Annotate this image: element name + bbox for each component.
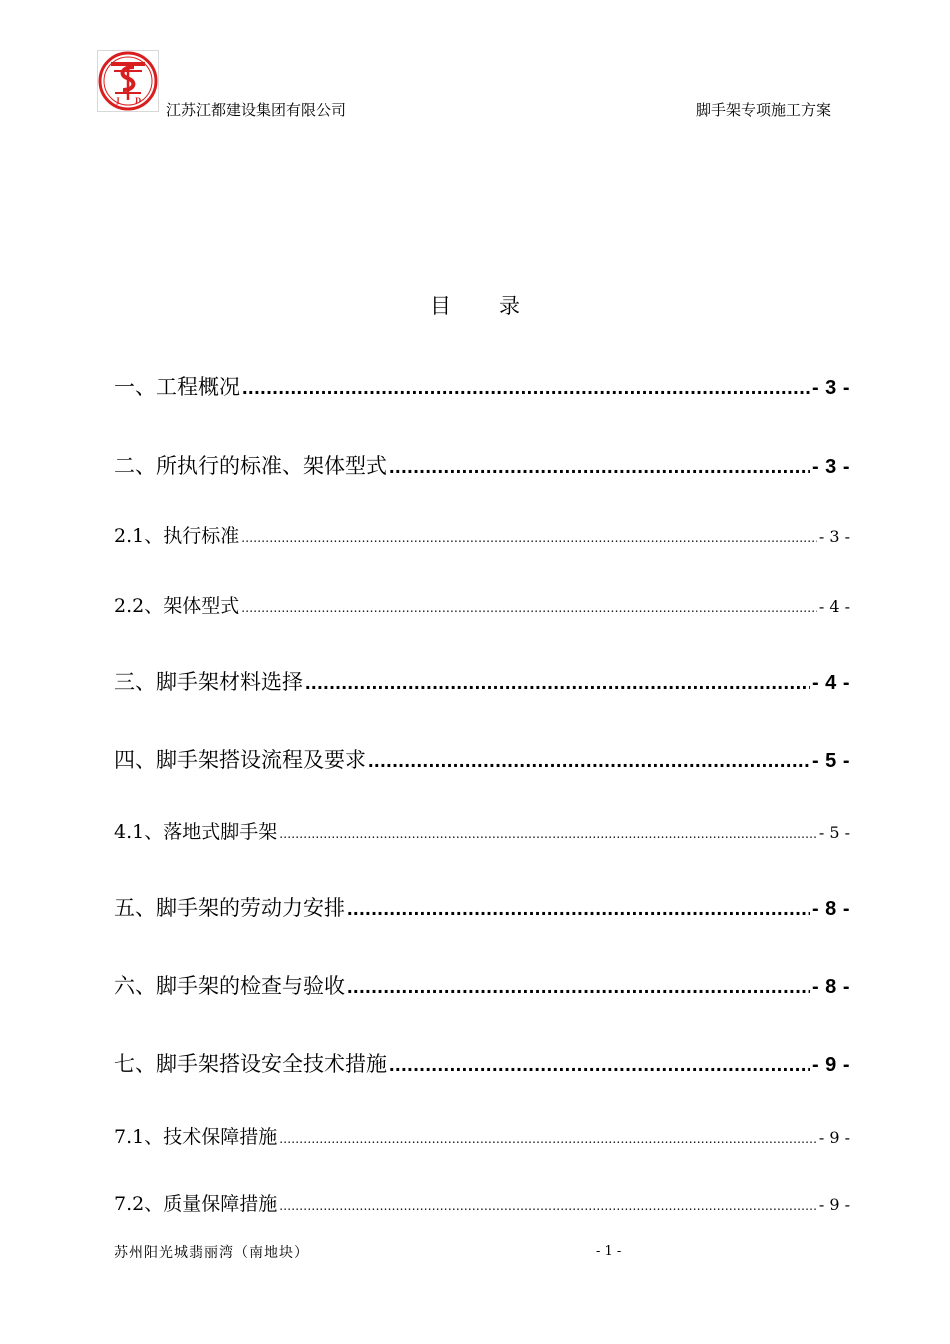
footer-project-name: 苏州阳光城翡丽湾（南地块） — [114, 1245, 309, 1261]
toc-entry-label: 七、脚手架搭设安全技术措施 — [114, 1052, 387, 1076]
toc-entry[interactable] — [114, 1122, 850, 1149]
dot-leader — [241, 531, 817, 545]
toc-title — [0, 290, 950, 320]
dot-leader — [242, 377, 810, 400]
toc-entry[interactable] — [114, 1048, 850, 1078]
toc-entry-label: 二、所执行的标准、架体型式 — [114, 454, 387, 478]
dot-leader — [305, 672, 810, 695]
dot-leader — [368, 750, 810, 773]
dot-leader — [347, 898, 810, 921]
toc-entry-label: 2.2、架体型式 — [114, 595, 240, 617]
toc-entry-label: 4.1、落地式脚手架 — [114, 821, 278, 843]
toc-entry[interactable] — [114, 892, 850, 922]
toc-entry[interactable] — [114, 970, 850, 1000]
toc-entry-page: - 8 - — [811, 976, 850, 998]
toc-entry-label: 2.1、执行标准 — [114, 525, 240, 547]
toc-entry-page: - 3 - — [811, 377, 850, 399]
toc-title-char: 录 — [499, 294, 520, 318]
toc-title-char: 目 — [430, 294, 451, 318]
toc-entry-page: - 9 - — [818, 1195, 850, 1214]
toc-entry-page: - 4 - — [818, 597, 850, 616]
header-company-name: 江苏江都建设集团有限公司 — [166, 101, 347, 119]
toc-entry[interactable] — [114, 744, 850, 774]
dot-leader — [347, 976, 810, 999]
toc-entry-label: 一、工程概况 — [114, 375, 240, 399]
header-document-title: 脚手架专项施工方案 — [695, 101, 831, 119]
dot-leader — [279, 827, 817, 841]
toc-entry-page: - 5 - — [811, 750, 850, 772]
toc-entry-page: - 9 - — [818, 1128, 850, 1147]
toc-entry[interactable] — [114, 591, 850, 618]
toc-entry[interactable] — [114, 1189, 850, 1216]
toc-entry-page: - 5 - — [818, 823, 850, 842]
dot-leader — [389, 456, 810, 479]
company-logo — [97, 50, 159, 112]
toc-entry-page: - 4 - — [811, 672, 850, 694]
dot-leader — [279, 1132, 817, 1146]
toc-entry-label: 三、脚手架材料选择 — [114, 670, 303, 694]
toc-entry-label: 六、脚手架的检查与验收 — [114, 974, 345, 998]
dot-leader — [389, 1054, 810, 1077]
logo-letter-d: D — [134, 96, 142, 105]
dot-leader — [241, 601, 817, 615]
toc-entry-label: 7.2、质量保障措施 — [114, 1193, 278, 1215]
toc-entry-label: 五、脚手架的劳动力安排 — [114, 896, 345, 920]
logo-letter-j: J — [116, 96, 120, 105]
toc-entry-page: - 3 - — [818, 527, 850, 546]
toc-entry-page: - 8 - — [811, 898, 850, 920]
toc-entry[interactable] — [114, 521, 850, 548]
toc-entry[interactable] — [114, 666, 850, 696]
toc-entry[interactable] — [114, 371, 850, 401]
toc-entry-label: 四、脚手架搭设流程及要求 — [114, 748, 366, 772]
toc-entry-page: - 9 - — [811, 1054, 850, 1076]
toc-entry[interactable] — [114, 450, 850, 480]
dot-leader — [279, 1199, 817, 1213]
toc-entry-page: - 3 - — [811, 456, 850, 478]
toc-entry-label: 7.1、技术保障措施 — [114, 1126, 278, 1148]
footer-page-number: - 1 - — [596, 1244, 622, 1259]
toc-entry[interactable] — [114, 817, 850, 844]
